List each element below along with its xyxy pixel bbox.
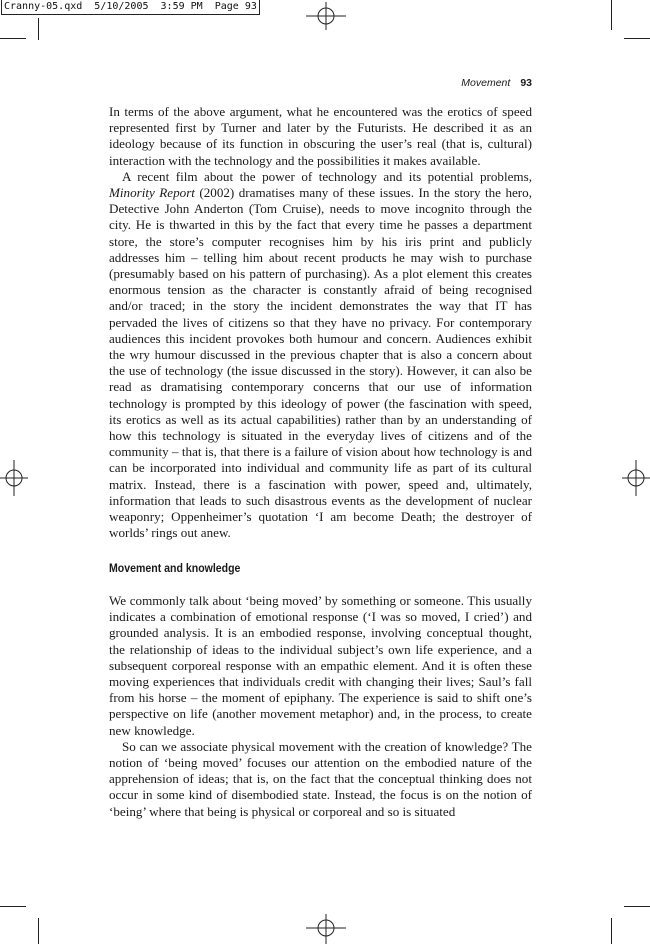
registration-mark-bottom xyxy=(306,914,346,944)
paragraph-1: In terms of the above argument, what he encountered was the erotics of speed represented first by Turner and later by the Futurists. He described it as an ideology because of its function in obscuring the user’s real (that is, cultural) interaction with the technology and the possibilities it makes available. xyxy=(109,104,532,168)
running-head-title: Movement xyxy=(461,77,511,89)
crop-mark-top-left-v xyxy=(38,18,39,40)
paragraph-4: So can we associate physical movement with the creation of knowledge? The notion of ‘being moved’ focuses our attention on the embodied nature of the apprehension of ideas; that is, on the fact that the conceptual thinking does not occur in some kind of disembodied state. Instead, the focus is on the notion of ‘being’ where that being is physical or corporeal and so is situated xyxy=(109,738,532,819)
paragraph-2-rest: (2002) dramatises many of these issues. In the story the hero, Detective John Anderton (Tom Cruise), needs to move incognito through the city. He is thwarted in this by the fact that every time he passes a department store, the store’s computer recognises him by his iris print and publicly addresses him – telling him about recent products he may wish to purchase (presumably based on his pattern of purchasing). As a plot element this creates enormous tension as the character is constantly afraid of being recognised and/or traced; in the story the incident demonstrates the way that IT has pervaded the lives of citizens so that they have no privacy. For contemporary audiences this incident provokes both humour and concern. Audiences exhibit the wry humour discussed in the previous chapter that is also a concern about the use of technology (the issue discussed in the story). However, it can also be read as dramatising contemporary concerns that our use of information technology is prompted by this ideology of power (the fascination with speed, its erotics as well as its actual capabilities) rather than by an understanding of how this technology is situated in the everyday lives of citizens and of the community – that is, that there is a failure of vision about how technology is and can be incorporated into individual and community life as part of its cultural matrix. Instead, there is a fascination with power, speed and, ultimately, information that leads to such disastrous events as the development of nuclear weaponry; Oppenheimer’s quotation ‘I am become Death; the destroyer of worlds’ rings out anew. xyxy=(109,185,532,541)
paragraph-3: We commonly talk about ‘being moved’ by something or someone. This usually indicates a combination of emotional response (‘I was so moved, I cried’) and grounded analysis. It is an embodied response, involving conceptual thought, the relationship of ideas to the individual subject’s own life experience, and a subsequent corporeal response with an empathic element. And it is often these moving experiences that individuals credit with changing their lives; Saul’s fall from his horse – the moment of epiphany. The experience is said to shift one’s perspective on life (another movement metaphor) and, in the process, to create new knowledge. xyxy=(109,593,532,738)
registration-mark-right xyxy=(622,458,650,498)
registration-mark-top xyxy=(306,2,346,30)
crop-mark-bottom-right-h xyxy=(624,906,650,907)
crop-mark-top-right-v xyxy=(611,0,612,30)
crop-mark-top-right-h xyxy=(624,38,650,39)
body-text-lower xyxy=(109,593,532,820)
printer-slug: Cranny-05.qxd 5/10/2005 3:59 PM Page 93 xyxy=(1,0,260,15)
paragraph-2 xyxy=(109,169,532,542)
page-number: 93 xyxy=(520,77,532,89)
registration-mark-left xyxy=(0,458,28,498)
running-head xyxy=(440,76,532,90)
crop-mark-bottom-left-h xyxy=(0,906,26,907)
crop-mark-bottom-right-v xyxy=(611,918,612,944)
film-title: Minority Report xyxy=(109,185,195,201)
body-text-upper xyxy=(109,104,532,541)
crop-mark-top-left-h xyxy=(0,38,26,39)
paragraph-2-lead: A recent film about the power of technology and its potential problems, xyxy=(122,168,532,184)
section-heading: Movement and knowledge xyxy=(109,561,241,575)
crop-mark-bottom-left-v xyxy=(38,918,39,944)
